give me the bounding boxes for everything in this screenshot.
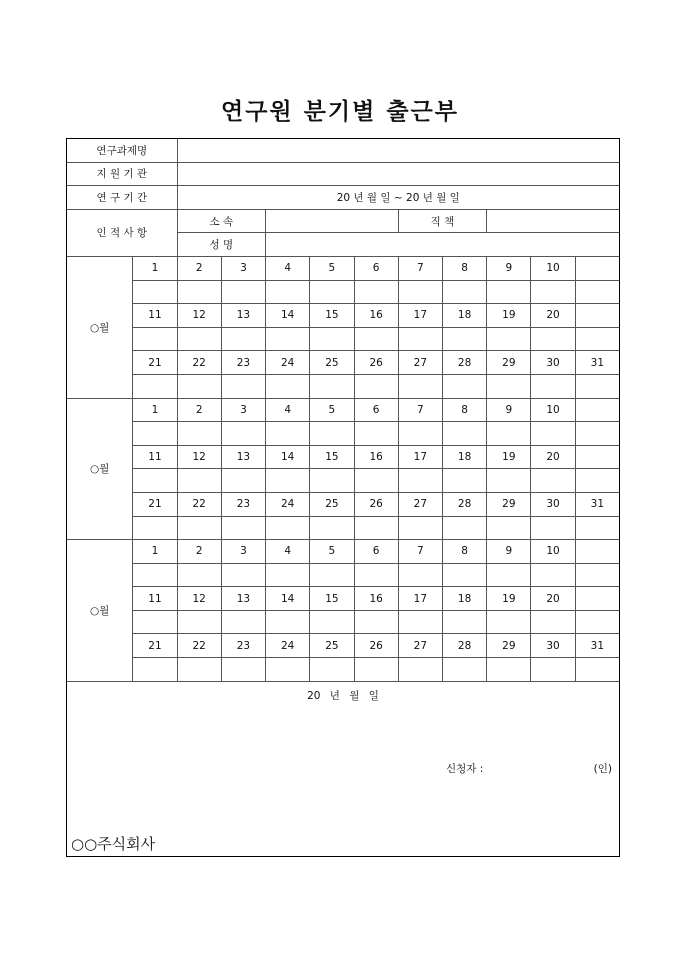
- day-number-cell: 28: [442, 634, 486, 658]
- day-number-cell: 16: [354, 304, 398, 328]
- day-number-cell: 9: [487, 540, 531, 564]
- day-number-cell: 1: [133, 540, 177, 564]
- day-number-cell: 26: [354, 492, 398, 516]
- day-number-cell: 3: [221, 540, 265, 564]
- day-number-cell: 28: [442, 492, 486, 516]
- day-number-cell: 30: [531, 351, 575, 375]
- day-number-cell: 18: [442, 587, 486, 611]
- period-label: 연 구 기 간: [67, 186, 178, 210]
- name-label: 성 명: [177, 233, 265, 257]
- day-number-cell: 1: [133, 256, 177, 280]
- page-title: 연구원 분기별 출근부: [221, 99, 459, 125]
- day-number-cell: 6: [354, 398, 398, 422]
- seal-label: (인): [593, 763, 612, 775]
- day-number-cell: 11: [133, 587, 177, 611]
- day-number-cell: 25: [310, 351, 354, 375]
- day-number-cell: 5: [310, 540, 354, 564]
- day-number-cell: 17: [398, 304, 442, 328]
- day-number-cell: 18: [442, 304, 486, 328]
- day-number-cell: 19: [487, 587, 531, 611]
- day-number-cell: 13: [221, 304, 265, 328]
- day-number-cell: 29: [487, 492, 531, 516]
- day-number-cell: 21: [133, 351, 177, 375]
- day-number-cell: 5: [310, 256, 354, 280]
- day-number-cell: 17: [398, 587, 442, 611]
- day-number-cell: 22: [177, 634, 221, 658]
- day-number-cell: 24: [266, 634, 310, 658]
- day-number-cell: 7: [398, 540, 442, 564]
- day-number-cell: 10: [531, 540, 575, 564]
- day-number-cell: 4: [266, 398, 310, 422]
- day-number-cell: 22: [177, 351, 221, 375]
- day-number-cell: 14: [266, 445, 310, 469]
- day-number-cell: 14: [266, 587, 310, 611]
- day-number-cell: 30: [531, 492, 575, 516]
- day-number-cell: 31: [575, 634, 619, 658]
- day-number-cell: 30: [531, 634, 575, 658]
- day-number-cell: 6: [354, 256, 398, 280]
- day-number-cell: 12: [177, 445, 221, 469]
- day-number-cell: 24: [266, 351, 310, 375]
- day-number-cell: 13: [221, 587, 265, 611]
- day-number-cell: 31: [575, 351, 619, 375]
- day-number-cell: 19: [487, 304, 531, 328]
- month-label: ○월: [67, 398, 133, 540]
- day-number-cell: 19: [487, 445, 531, 469]
- day-number-cell: 21: [133, 634, 177, 658]
- form-footer: [66, 683, 620, 857]
- day-number-cell: 11: [133, 304, 177, 328]
- day-number-cell: 29: [487, 634, 531, 658]
- day-number-cell: 2: [177, 398, 221, 422]
- day-number-cell: 23: [221, 492, 265, 516]
- day-number-cell: 15: [310, 445, 354, 469]
- day-number-cell: 17: [398, 445, 442, 469]
- day-number-cell: 29: [487, 351, 531, 375]
- agency-label: 지 원 기 관: [67, 162, 178, 186]
- day-number-cell: 3: [221, 256, 265, 280]
- day-number-cell: 22: [177, 492, 221, 516]
- day-number-cell: 28: [442, 351, 486, 375]
- day-number-cell: 4: [266, 540, 310, 564]
- day-number-cell: 14: [266, 304, 310, 328]
- day-number-cell: 16: [354, 587, 398, 611]
- month-label: ○월: [67, 256, 133, 398]
- day-number-cell: 23: [221, 351, 265, 375]
- day-number-cell: 23: [221, 634, 265, 658]
- day-number-cell: 12: [177, 587, 221, 611]
- day-number-cell: 18: [442, 445, 486, 469]
- day-number-cell: 31: [575, 492, 619, 516]
- period-field[interactable]: 20 년 월 일 ~ 20 년 월 일: [177, 186, 619, 210]
- day-number-cell: 13: [221, 445, 265, 469]
- applicant-label: 신청자 :: [446, 763, 484, 775]
- day-number-cell: 25: [310, 634, 354, 658]
- day-number-cell: 12: [177, 304, 221, 328]
- day-number-cell: 25: [310, 492, 354, 516]
- day-number-cell: 10: [531, 256, 575, 280]
- day-number-cell: 8: [442, 540, 486, 564]
- day-number-cell: 4: [266, 256, 310, 280]
- day-number-cell: 10: [531, 398, 575, 422]
- day-number-cell: 20: [531, 445, 575, 469]
- day-number-cell: 2: [177, 540, 221, 564]
- company-name: ○○주식회사: [71, 835, 156, 853]
- day-number-cell: 15: [310, 304, 354, 328]
- day-number-cell: 7: [398, 398, 442, 422]
- day-number-cell: 26: [354, 351, 398, 375]
- day-number-cell: 26: [354, 634, 398, 658]
- day-number-cell: 3: [221, 398, 265, 422]
- personnel-label: 인 적 사 항: [67, 209, 178, 256]
- day-number-cell: 6: [354, 540, 398, 564]
- day-number-cell: 20: [531, 304, 575, 328]
- day-number-cell: 1: [133, 398, 177, 422]
- day-number-cell: 9: [487, 398, 531, 422]
- day-number-cell: 8: [442, 256, 486, 280]
- month-label: ○월: [67, 540, 133, 682]
- day-number-cell: 9: [487, 256, 531, 280]
- day-number-cell: 16: [354, 445, 398, 469]
- day-number-cell: 8: [442, 398, 486, 422]
- footer-date: 20 년 월 일: [307, 690, 379, 702]
- day-number-cell: 11: [133, 445, 177, 469]
- affiliation-label: 소 속: [177, 209, 265, 233]
- day-number-cell: 7: [398, 256, 442, 280]
- project-label: 연구과제명: [67, 139, 178, 163]
- day-number-cell: 27: [398, 634, 442, 658]
- day-number-cell: 20: [531, 587, 575, 611]
- day-number-cell: 27: [398, 492, 442, 516]
- day-number-cell: 15: [310, 587, 354, 611]
- position-label: 직 책: [398, 209, 486, 233]
- day-number-cell: 24: [266, 492, 310, 516]
- day-number-cell: 27: [398, 351, 442, 375]
- day-number-cell: 5: [310, 398, 354, 422]
- day-number-cell: 21: [133, 492, 177, 516]
- day-number-cell: 2: [177, 256, 221, 280]
